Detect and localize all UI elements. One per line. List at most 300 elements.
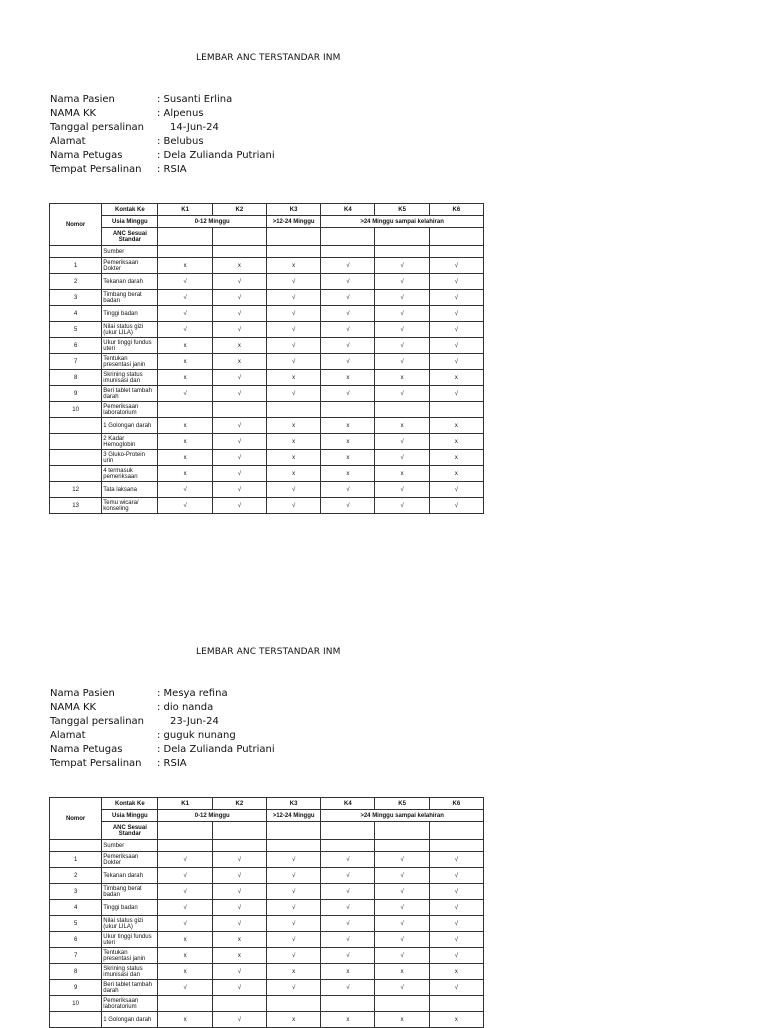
empty-cell: [321, 228, 375, 246]
mark-cell-k2: √: [212, 466, 266, 482]
kontak-ke-header: Kontak Ke: [102, 798, 158, 810]
mark-cell-k2: √: [212, 964, 266, 980]
mark-cell-k4: √: [321, 354, 375, 370]
table-row: [50, 482, 484, 498]
row-number: 6: [50, 932, 102, 948]
table-row: [50, 338, 484, 354]
mark-cell-k1: √: [158, 482, 212, 498]
row-number: 1: [50, 258, 102, 274]
info-value: : RSIA: [157, 758, 187, 769]
info-value: : guguk nunang: [157, 730, 236, 741]
mark-cell-k6: √: [429, 306, 483, 322]
usia-minggu-header: Usia Minggu: [102, 216, 158, 228]
k6-header: K6: [429, 798, 483, 810]
mark-cell-k1: x: [158, 354, 212, 370]
mark-cell-k6: √: [429, 482, 483, 498]
mark-cell-k1: √: [158, 868, 212, 884]
table-row: [50, 868, 484, 884]
mark-cell-k2: √: [212, 482, 266, 498]
mark-cell-k4: √: [321, 948, 375, 964]
k4-header: K4: [321, 798, 375, 810]
mark-cell-k2: x: [212, 338, 266, 354]
mark-cell-k5: [375, 996, 429, 1012]
table-row: [50, 322, 484, 338]
mark-cell-k3: x: [266, 1012, 320, 1028]
mark-cell-k4: √: [321, 322, 375, 338]
mark-cell-k1: √: [158, 274, 212, 290]
mark-cell-k2: x: [212, 258, 266, 274]
empty-cell: [375, 246, 429, 258]
mark-cell-k4: x: [321, 370, 375, 386]
mark-cell-k4: √: [321, 290, 375, 306]
table-row: [50, 964, 484, 980]
mark-cell-k2: √: [212, 322, 266, 338]
row-number: 4: [50, 306, 102, 322]
row-item-label: Tinggi badan: [102, 306, 158, 322]
mark-cell-k4: √: [321, 258, 375, 274]
mark-cell-k2: x: [212, 948, 266, 964]
mark-cell-k5: √: [375, 980, 429, 996]
mark-cell-k5: √: [375, 948, 429, 964]
table-row: [50, 932, 484, 948]
row-item-label: 2 Kadar Hemoglobin: [102, 434, 158, 450]
mark-cell-k5: √: [375, 482, 429, 498]
mark-cell-k5: √: [375, 290, 429, 306]
empty-cell: [158, 822, 212, 840]
row-item-label: Pemeriksaan Dokter: [102, 258, 158, 274]
mark-cell-k3: √: [266, 306, 320, 322]
mark-cell-k2: √: [212, 980, 266, 996]
mark-cell-k3: √: [266, 852, 320, 868]
mark-cell-k3: x: [266, 370, 320, 386]
mark-cell-k3: x: [266, 434, 320, 450]
info-label: NAMA KK: [50, 108, 97, 119]
empty-cell: [266, 228, 320, 246]
mark-cell-k6: √: [429, 354, 483, 370]
info-value: : Dela Zulianda Putriani: [157, 744, 275, 755]
row-item-label: Skrining status imunisasi dan: [102, 370, 158, 386]
mark-cell-k1: √: [158, 322, 212, 338]
row-number: 9: [50, 386, 102, 402]
row-item-label: Nilai status gizi (ukur LILA): [102, 322, 158, 338]
table-row: [50, 370, 484, 386]
row-item-label: 1 Golongan darah: [102, 418, 158, 434]
mark-cell-k4: √: [321, 916, 375, 932]
row-number: 2: [50, 274, 102, 290]
mark-cell-k1: x: [158, 370, 212, 386]
row-number: 5: [50, 916, 102, 932]
mark-cell-k3: √: [266, 338, 320, 354]
anc-table: [49, 203, 484, 514]
table-row: [50, 996, 484, 1012]
mark-cell-k4: x: [321, 964, 375, 980]
info-value: 14-Jun-24: [170, 122, 219, 133]
mark-cell-k2: √: [212, 450, 266, 466]
info-label: Tempat Persalinan: [50, 758, 142, 769]
empty-cell: [321, 822, 375, 840]
table-row: [50, 258, 484, 274]
mark-cell-k6: √: [429, 498, 483, 514]
k4-header: K4: [321, 204, 375, 216]
k6-header: K6: [429, 204, 483, 216]
table-row: [50, 290, 484, 306]
mark-cell-k5: √: [375, 900, 429, 916]
table-row: [50, 916, 484, 932]
info-value: : dio nanda: [157, 702, 214, 713]
info-value: : RSIA: [157, 164, 187, 175]
row-number: 9: [50, 980, 102, 996]
table-row: [50, 900, 484, 916]
mark-cell-k6: √: [429, 852, 483, 868]
row-number: 3: [50, 290, 102, 306]
range-1-header: 0-12 Minggu: [158, 216, 267, 228]
mark-cell-k4: √: [321, 932, 375, 948]
row-number: 8: [50, 964, 102, 980]
row-item-label: Tekanan darah: [102, 274, 158, 290]
info-label: NAMA KK: [50, 702, 97, 713]
mark-cell-k5: √: [375, 322, 429, 338]
mark-cell-k1: x: [158, 450, 212, 466]
table-body: [50, 258, 484, 514]
mark-cell-k5: √: [375, 916, 429, 932]
mark-cell-k1: x: [158, 948, 212, 964]
row-number: 1: [50, 852, 102, 868]
mark-cell-k3: x: [266, 450, 320, 466]
mark-cell-k1: x: [158, 258, 212, 274]
mark-cell-k4: x: [321, 418, 375, 434]
k1-header: K1: [158, 204, 212, 216]
mark-cell-k5: [375, 402, 429, 418]
mark-cell-k3: √: [266, 354, 320, 370]
mark-cell-k1: √: [158, 306, 212, 322]
table-row: [50, 948, 484, 964]
row-number: 13: [50, 498, 102, 514]
table-row: [50, 306, 484, 322]
mark-cell-k1: √: [158, 386, 212, 402]
mark-cell-k3: x: [266, 466, 320, 482]
mark-cell-k6: √: [429, 322, 483, 338]
row-item-label: Skrining status imunisasi dan: [102, 964, 158, 980]
mark-cell-k6: √: [429, 868, 483, 884]
mark-cell-k3: √: [266, 322, 320, 338]
mark-cell-k1: √: [158, 498, 212, 514]
info-label: Nama Petugas: [50, 150, 123, 161]
anc-sesuai-header: ANC Sesuai Standar: [102, 822, 158, 840]
mark-cell-k5: √: [375, 386, 429, 402]
mark-cell-k4: √: [321, 274, 375, 290]
mark-cell-k3: √: [266, 916, 320, 932]
mark-cell-k4: √: [321, 482, 375, 498]
mark-cell-k6: x: [429, 418, 483, 434]
mark-cell-k6: √: [429, 290, 483, 306]
mark-cell-k5: √: [375, 354, 429, 370]
mark-cell-k1: √: [158, 852, 212, 868]
mark-cell-k1: √: [158, 290, 212, 306]
row-item-label: Pemeriksaan Dokter: [102, 852, 158, 868]
nomor-header: Nomor: [50, 798, 102, 840]
table-row: [50, 498, 484, 514]
row-item-label: Tentukan presentasi janin: [102, 948, 158, 964]
row-number: [50, 434, 102, 450]
info-label: Tanggal persalinan: [50, 122, 145, 133]
k2-header: K2: [212, 798, 266, 810]
empty-cell: [375, 822, 429, 840]
row-item-label: 3 Gluko-Protein urin: [102, 450, 158, 466]
mark-cell-k6: √: [429, 338, 483, 354]
row-item-label: Timbang berat badan: [102, 290, 158, 306]
mark-cell-k4: [321, 996, 375, 1012]
row-item-label: Tentukan presentasi janin: [102, 354, 158, 370]
mark-cell-k1: x: [158, 418, 212, 434]
row-number: 2: [50, 868, 102, 884]
mark-cell-k1: x: [158, 338, 212, 354]
empty-cell: [50, 840, 102, 852]
info-label: Nama Petugas: [50, 744, 123, 755]
k1-header: K1: [158, 798, 212, 810]
info-label: Nama Pasien: [50, 94, 115, 105]
mark-cell-k2: √: [212, 1012, 266, 1028]
mark-cell-k4: x: [321, 466, 375, 482]
mark-cell-k1: x: [158, 434, 212, 450]
mark-cell-k6: x: [429, 370, 483, 386]
mark-cell-k4: √: [321, 980, 375, 996]
mark-cell-k3: √: [266, 932, 320, 948]
mark-cell-k6: x: [429, 450, 483, 466]
mark-cell-k2: √: [212, 884, 266, 900]
empty-cell: [266, 840, 320, 852]
info-label: Tempat Persalinan: [50, 164, 142, 175]
mark-cell-k5: √: [375, 884, 429, 900]
mark-cell-k2: √: [212, 900, 266, 916]
empty-cell: [429, 840, 483, 852]
mark-cell-k3: √: [266, 868, 320, 884]
mark-cell-k2: √: [212, 274, 266, 290]
row-number: [50, 450, 102, 466]
table-row: [50, 274, 484, 290]
row-item-label: Ukur tinggi fundus uteri: [102, 338, 158, 354]
empty-cell: [321, 246, 375, 258]
mark-cell-k6: √: [429, 258, 483, 274]
range-2-header: >12-24 Minggu: [266, 810, 320, 822]
row-number: 10: [50, 402, 102, 418]
mark-cell-k1: √: [158, 884, 212, 900]
mark-cell-k6: √: [429, 884, 483, 900]
mark-cell-k3: √: [266, 884, 320, 900]
mark-cell-k3: x: [266, 964, 320, 980]
mark-cell-k5: √: [375, 868, 429, 884]
info-label: Tanggal persalinan: [50, 716, 145, 727]
row-item-label: Beri tablet tambah darah: [102, 980, 158, 996]
sheet-title: LEMBAR ANC TERSTANDAR INM: [196, 647, 341, 657]
mark-cell-k5: x: [375, 1012, 429, 1028]
mark-cell-k2: √: [212, 290, 266, 306]
mark-cell-k3: x: [266, 418, 320, 434]
mark-cell-k5: √: [375, 434, 429, 450]
mark-cell-k2: √: [212, 916, 266, 932]
mark-cell-k2: √: [212, 852, 266, 868]
table-row: [50, 884, 484, 900]
mark-cell-k4: √: [321, 884, 375, 900]
mark-cell-k6: [429, 402, 483, 418]
mark-cell-k3: √: [266, 980, 320, 996]
mark-cell-k4: √: [321, 868, 375, 884]
k2-header: K2: [212, 204, 266, 216]
mark-cell-k4: x: [321, 434, 375, 450]
mark-cell-k2: √: [212, 386, 266, 402]
info-value: : Susanti Erlina: [157, 94, 233, 105]
empty-cell: [266, 246, 320, 258]
row-number: 7: [50, 354, 102, 370]
mark-cell-k5: √: [375, 498, 429, 514]
mark-cell-k2: x: [212, 354, 266, 370]
table-row: [50, 980, 484, 996]
mark-cell-k5: √: [375, 852, 429, 868]
mark-cell-k2: x: [212, 932, 266, 948]
row-number: 3: [50, 884, 102, 900]
row-item-label: Tata laksana: [102, 482, 158, 498]
mark-cell-k1: x: [158, 964, 212, 980]
mark-cell-k3: √: [266, 386, 320, 402]
mark-cell-k4: √: [321, 338, 375, 354]
row-item-label: Nilai status gizi (ukur LILA): [102, 916, 158, 932]
table-body: [50, 852, 484, 1028]
row-item-label: Pemeriksaan laboratorium: [102, 402, 158, 418]
mark-cell-k1: x: [158, 1012, 212, 1028]
mark-cell-k3: √: [266, 948, 320, 964]
usia-minggu-header: Usia Minggu: [102, 810, 158, 822]
mark-cell-k3: √: [266, 900, 320, 916]
empty-cell: [266, 822, 320, 840]
info-label: Nama Pasien: [50, 688, 115, 699]
row-number: 12: [50, 482, 102, 498]
row-number: 10: [50, 996, 102, 1012]
mark-cell-k4: √: [321, 900, 375, 916]
mark-cell-k1: √: [158, 900, 212, 916]
sumber-label: Sumber: [102, 840, 158, 852]
kontak-ke-header: Kontak Ke: [102, 204, 158, 216]
k3-header: K3: [266, 204, 320, 216]
k5-header: K5: [375, 204, 429, 216]
k5-header: K5: [375, 798, 429, 810]
mark-cell-k6: √: [429, 980, 483, 996]
mark-cell-k6: √: [429, 916, 483, 932]
table-row: [50, 852, 484, 868]
mark-cell-k3: x: [266, 258, 320, 274]
mark-cell-k6: √: [429, 386, 483, 402]
row-number: [50, 466, 102, 482]
table-row: [50, 418, 484, 434]
row-number: 6: [50, 338, 102, 354]
mark-cell-k1: x: [158, 932, 212, 948]
row-number: 5: [50, 322, 102, 338]
mark-cell-k3: [266, 402, 320, 418]
info-value: : Dela Zulianda Putriani: [157, 150, 275, 161]
mark-cell-k5: x: [375, 418, 429, 434]
mark-cell-k2: √: [212, 418, 266, 434]
mark-cell-k2: √: [212, 498, 266, 514]
row-item-label: Temu wicara/ konseling: [102, 498, 158, 514]
row-item-label: Tekanan darah: [102, 868, 158, 884]
sumber-label: Sumber: [102, 246, 158, 258]
row-item-label: Beri tablet tambah darah: [102, 386, 158, 402]
mark-cell-k3: √: [266, 290, 320, 306]
empty-cell: [158, 246, 212, 258]
mark-cell-k3: [266, 996, 320, 1012]
mark-cell-k5: x: [375, 370, 429, 386]
mark-cell-k5: √: [375, 274, 429, 290]
mark-cell-k5: √: [375, 932, 429, 948]
info-value: 23-Jun-24: [170, 716, 219, 727]
mark-cell-k3: √: [266, 274, 320, 290]
mark-cell-k4: √: [321, 498, 375, 514]
empty-cell: [375, 228, 429, 246]
mark-cell-k1: √: [158, 980, 212, 996]
mark-cell-k6: √: [429, 932, 483, 948]
range-1-header: 0-12 Minggu: [158, 810, 267, 822]
mark-cell-k4: √: [321, 306, 375, 322]
mark-cell-k2: √: [212, 868, 266, 884]
k3-header: K3: [266, 798, 320, 810]
mark-cell-k5: x: [375, 466, 429, 482]
mark-cell-k5: √: [375, 306, 429, 322]
row-item-label: Ukur tinggi fundus uteri: [102, 932, 158, 948]
empty-cell: [158, 228, 212, 246]
mark-cell-k2: [212, 996, 266, 1012]
mark-cell-k4: √: [321, 852, 375, 868]
mark-cell-k4: √: [321, 386, 375, 402]
info-label: Alamat: [50, 730, 86, 741]
range-3-header: >24 Minggu sampai kelahiran: [321, 216, 484, 228]
row-item-label: Tinggi badan: [102, 900, 158, 916]
empty-cell: [321, 840, 375, 852]
row-number: [50, 418, 102, 434]
mark-cell-k4: x: [321, 450, 375, 466]
mark-cell-k6: [429, 996, 483, 1012]
empty-cell: [212, 228, 266, 246]
table-row: [50, 450, 484, 466]
table-row: [50, 402, 484, 418]
mark-cell-k3: √: [266, 498, 320, 514]
empty-cell: [375, 840, 429, 852]
table-row: [50, 434, 484, 450]
empty-cell: [429, 228, 483, 246]
mark-cell-k5: √: [375, 450, 429, 466]
mark-cell-k1: [158, 402, 212, 418]
mark-cell-k1: √: [158, 916, 212, 932]
table-row: [50, 386, 484, 402]
nomor-header: Nomor: [50, 204, 102, 246]
mark-cell-k6: x: [429, 434, 483, 450]
row-number: [50, 1012, 102, 1028]
table-row: [50, 354, 484, 370]
mark-cell-k6: √: [429, 274, 483, 290]
info-value: : Alpenus: [157, 108, 204, 119]
mark-cell-k2: √: [212, 306, 266, 322]
mark-cell-k2: √: [212, 370, 266, 386]
empty-cell: [212, 246, 266, 258]
row-item-label: Timbang berat badan: [102, 884, 158, 900]
mark-cell-k4: x: [321, 1012, 375, 1028]
mark-cell-k5: √: [375, 338, 429, 354]
info-value: : Belubus: [157, 136, 204, 147]
mark-cell-k6: √: [429, 948, 483, 964]
info-label: Alamat: [50, 136, 86, 147]
row-item-label: 1 Golongan darah: [102, 1012, 158, 1028]
table-row: [50, 466, 484, 482]
mark-cell-k6: x: [429, 1012, 483, 1028]
row-item-label: Pemeriksaan laboratorium: [102, 996, 158, 1012]
empty-cell: [212, 840, 266, 852]
